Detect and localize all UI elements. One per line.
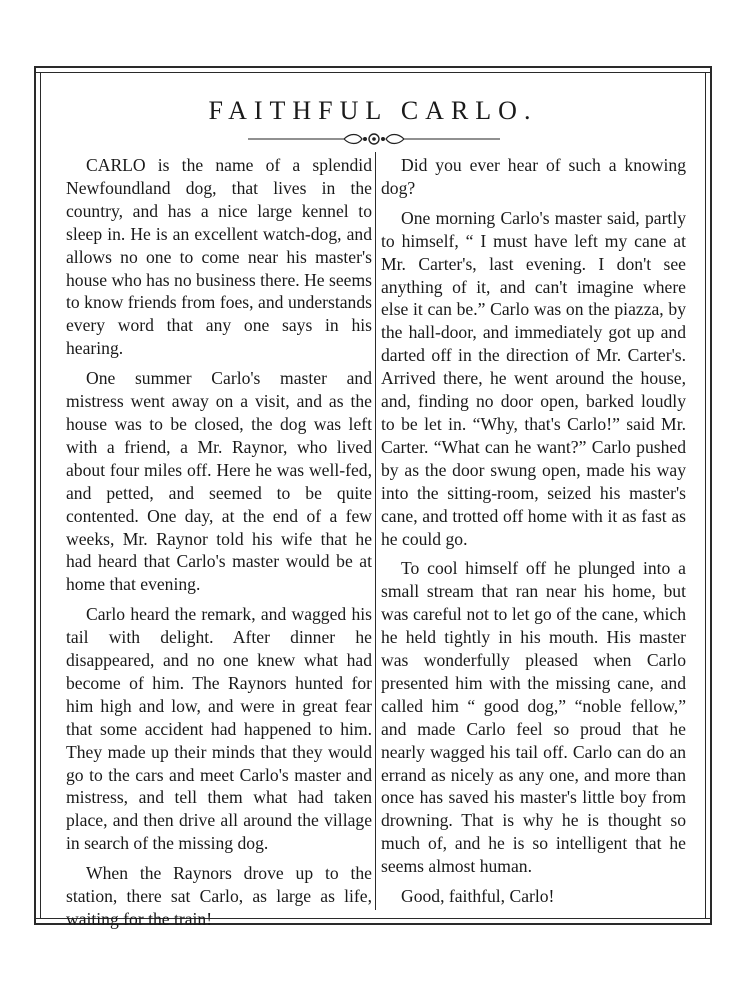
column-divider	[375, 152, 376, 910]
paragraph: To cool himself off he plunged into a small stream that ran near his home, but was careful not to let go of the cane, which he held tightly in his mouth. His master was wonderfully pleased when Carlo presented him with the missing cane, and called him “ good dog,” “noble fellow,” and made Carlo feel so proud that he nearly wagged his tail off. Carlo can do an errand as nicely as any one, and more than once has saved his master's little boy from drowning. That is why he is thought so much of, and he is so intelligent that he seems almost human.	[381, 558, 686, 877]
paragraph: One morning Carlo's master said, partly to himself, “ I must have left my cane at Mr. Carter's, last evening. I don't see anything of it, and can't imagine where else it can be.” Carlo was on the piazza, by the hall-door, and immediately got up and darted off in the direction of Mr. Carter's. Arrived there, he went around the house, and, finding no door open, barked loudly to be let in. “Why, that's Carlo!” said Mr. Carter. “What can he want?” Carlo pushed by as the door swung open, made his way into the sitting-room, seized his master's cane, and trotted off home with it as fast as he could go.	[381, 207, 686, 549]
title-ornament-icon	[248, 131, 500, 147]
paragraph: CARLO is the name of a splendid Newfoundland dog, that lives in the country, and has a nice large kennel to sleep in. He is an excellent watch-dog, and allows no one to come near his master's house who has no business there. He seems to know friends from foes, and understands every word that any one says in his hearing.	[66, 155, 372, 359]
right-column	[381, 154, 686, 915]
paragraph: Did you ever hear of such a knowing dog?	[381, 155, 686, 198]
frame-top-inner-rule	[34, 72, 712, 73]
frame-left-inner-rule	[40, 72, 41, 919]
left-column	[66, 154, 372, 938]
frame-right-outer-rule	[710, 66, 712, 925]
paragraph: When the Raynors drove up to the station, there sat Carlo, as large as life, waiting for the train!	[66, 863, 372, 929]
frame-left-outer-rule	[34, 66, 36, 925]
frame-right-inner-rule	[705, 72, 706, 919]
paragraph: Good, faithful, Carlo!	[401, 886, 555, 907]
frame-top-outer-rule	[34, 66, 712, 68]
paragraph: Carlo heard the remark, and wagged his tail with delight. After dinner he disappeared, and no one knew what had become of him. The Raynors hunted for him high and low, and were in great fear that some accident had happened to him. They made up their minds that they would go to the cars and meet Carlo's master and mistress, and tell them what had taken place, and then drive all around the village in search of the missing dog.	[66, 604, 372, 854]
page-title: FAITHFUL CARLO.	[208, 96, 538, 125]
paragraph: One summer Carlo's master and mistress went away on a visit, and as the house was to be closed, the dog was left with a friend, a Mr. Raynor, who lived about four miles off. Here he was well-fed, and petted, and seemed to be quite contented. One day, at the end of a few weeks, Mr. Raynor told his wife that he had heard that Carlo's master would be at home that evening.	[66, 368, 372, 595]
